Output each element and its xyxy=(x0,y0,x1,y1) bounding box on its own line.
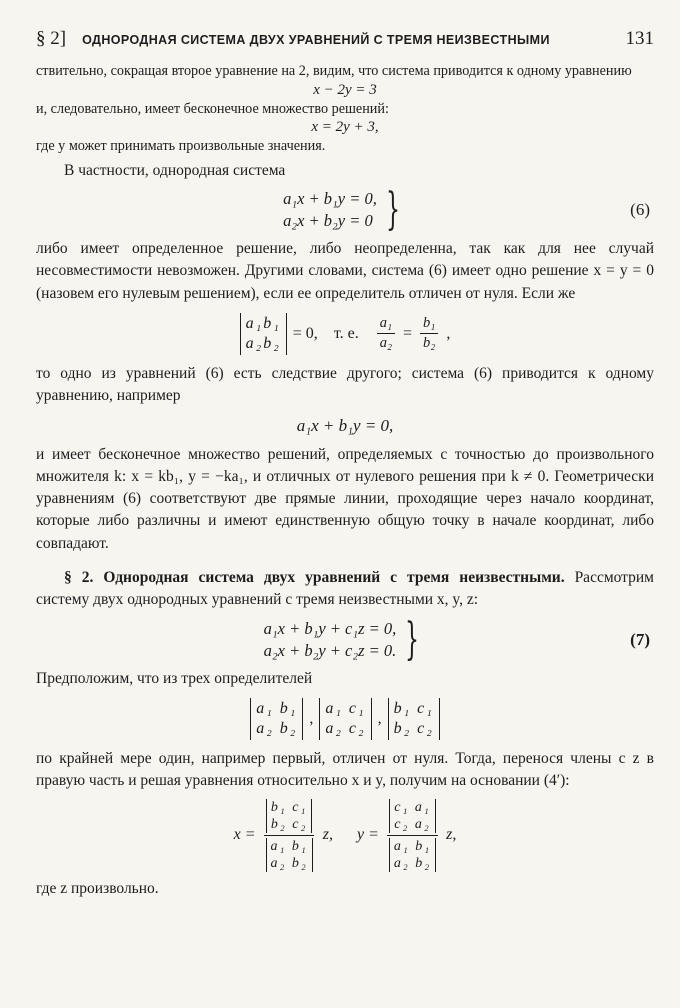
right-brace-icon: } xyxy=(405,613,420,665)
system-6-line-2: a₂x + b₂y = 0 xyxy=(283,211,373,231)
det-ab-row-1: a₁ b₁ xyxy=(256,699,298,717)
equation-x-minus-2y: x − 2y = 3 xyxy=(313,81,377,98)
paragraph-continuation: ствительно, сокращая второе уравнение на 2, видим, что система приводится к одному уравнению xyxy=(36,63,632,79)
y-denominator-det xyxy=(389,838,436,872)
paragraph-determinant: либо имеет определенное решение, либо неопределенна, так как для нее случай несовместимости невозможен. Другими словами, система (6) имеет одно решение x = y = 0 (назовем его нулевым решением), если ее определитель отличен от нуля. Если же xyxy=(36,240,654,302)
det-bc-row-1: b₁ c₁ xyxy=(393,699,434,717)
system-6-line-1: a₁x + b₁y = 0, xyxy=(283,189,377,209)
y-numerator-det xyxy=(389,799,435,833)
fraction-a-num: a₁ xyxy=(377,315,395,334)
equation-tag-6: (6) xyxy=(630,200,650,220)
te-abbrev: т. е. xyxy=(333,324,359,342)
determinant-ab xyxy=(250,698,303,740)
separator-comma: , xyxy=(377,709,382,727)
y-tail: z, xyxy=(446,826,457,844)
y-den-row-2: a₂ b₂ xyxy=(393,855,432,871)
paragraph-homogeneous-intro: В частности, однородная система xyxy=(64,161,286,179)
section-2-heading: § 2. Однородная система двух уравнений с тремя неизвестными. xyxy=(64,569,565,587)
solution-formulas xyxy=(36,797,654,874)
fraction-a-den: a₂ xyxy=(379,335,392,352)
x-denominator-det xyxy=(266,838,313,872)
det-ac-row-1: a₁ c₁ xyxy=(325,699,366,717)
det-row-1: a₁b₁ xyxy=(245,314,281,332)
paragraph-geometric: и имеет бесконечное множество решений, определяемых с точностью до произвольного множителя k: x = kb₁, y = −ka₁, и отличных от нулевого решения при k ≠ 0. Геометрически уравнениям (6) соответствуют две прямые линии, проходящие через начало координат, которые либо различны и имеют единственную общую точку в начале координат, либо совпадают. xyxy=(36,445,654,552)
y-lhs: y = xyxy=(357,826,379,844)
x-tail: z, xyxy=(322,826,333,844)
paragraph-consequence: то одно из уравнений (6) есть следствие другого; система (6) приводится к одному уравнению, например xyxy=(36,364,654,405)
equation-tag-7: (7) xyxy=(630,629,650,649)
x-num-row-1: b₁ c₁ xyxy=(270,799,308,815)
three-determinants xyxy=(36,698,654,740)
det-bc-row-2: b₂ c₂ xyxy=(393,719,434,737)
running-header xyxy=(36,28,654,62)
system-7-line-1: a₁x + b₁y + c₁z = 0, xyxy=(263,618,397,638)
system-7-line-2: a₂x + b₂y + c₂z = 0. xyxy=(263,640,397,660)
page-number: 131 xyxy=(625,28,654,49)
x-num-row-2: b₂ c₂ xyxy=(270,816,308,832)
y-fraction xyxy=(387,797,438,874)
equation-single: a₁x + b₁y = 0, xyxy=(296,415,394,435)
determinant-2x2 xyxy=(240,313,287,355)
det-row-2: a₂b₂ xyxy=(245,334,281,352)
paragraph-suppose: Предположим, что из трех определителей xyxy=(36,669,313,687)
x-lhs: x = xyxy=(233,826,256,844)
paragraph-arbitrary-y: где y может принимать произвольные значения. xyxy=(36,138,326,155)
equation-x-equals: x = 2y + 3, xyxy=(311,119,379,136)
determinant-condition xyxy=(36,313,654,355)
y-den-row-1: a₁ b₁ xyxy=(393,838,432,854)
system-6 xyxy=(36,184,654,236)
header-section: § 2] xyxy=(36,28,67,49)
paragraph-z-arbitrary: где z произвольно. xyxy=(36,879,159,897)
equals-sign: = xyxy=(403,324,413,342)
fraction-b-den: b₂ xyxy=(423,335,436,352)
section-2-paragraph xyxy=(36,567,654,612)
section-2-text: Рассмотрим систему двух однородных уравнений с тремя неизвестными x, y, z: xyxy=(36,569,654,609)
y-num-row-1: c₁ a₁ xyxy=(394,799,431,815)
determinant-bc xyxy=(388,698,440,740)
x-den-row-1: a₁ b₁ xyxy=(270,838,308,854)
fraction-b-num: b₁ xyxy=(420,315,438,334)
system-7 xyxy=(36,613,654,665)
right-brace-icon: } xyxy=(385,184,400,236)
x-den-row-2: a₂ b₂ xyxy=(270,855,308,871)
separator-comma: , xyxy=(309,709,314,727)
trailing-comma: , xyxy=(446,324,451,342)
equals-zero: = 0, xyxy=(292,324,318,342)
header-title: ОДНОРОДНАЯ СИСТЕМА ДВУХ УРАВНЕНИЙ С ТРЕМЯ НЕИЗВЕСТНЫМИ xyxy=(82,33,550,47)
paragraph-infinite-solutions: и, следовательно, имеет бесконечное множество решений: xyxy=(36,100,389,117)
fraction-a xyxy=(377,315,395,352)
det-ab-row-2: a₂ b₂ xyxy=(256,719,298,737)
fraction-b xyxy=(420,315,438,352)
x-numerator-det xyxy=(266,799,312,833)
x-fraction xyxy=(264,797,315,874)
det-ac-row-2: a₂ c₂ xyxy=(325,719,366,737)
y-num-row-2: c₂ a₂ xyxy=(394,816,431,832)
paragraph-transfer: по крайней мере один, например первый, отличен от нуля. Тогда, перенося члены с z в правую часть и решая уравнения относительно x и y, получим на основании (4′): xyxy=(36,749,654,790)
determinant-ac xyxy=(319,698,371,740)
